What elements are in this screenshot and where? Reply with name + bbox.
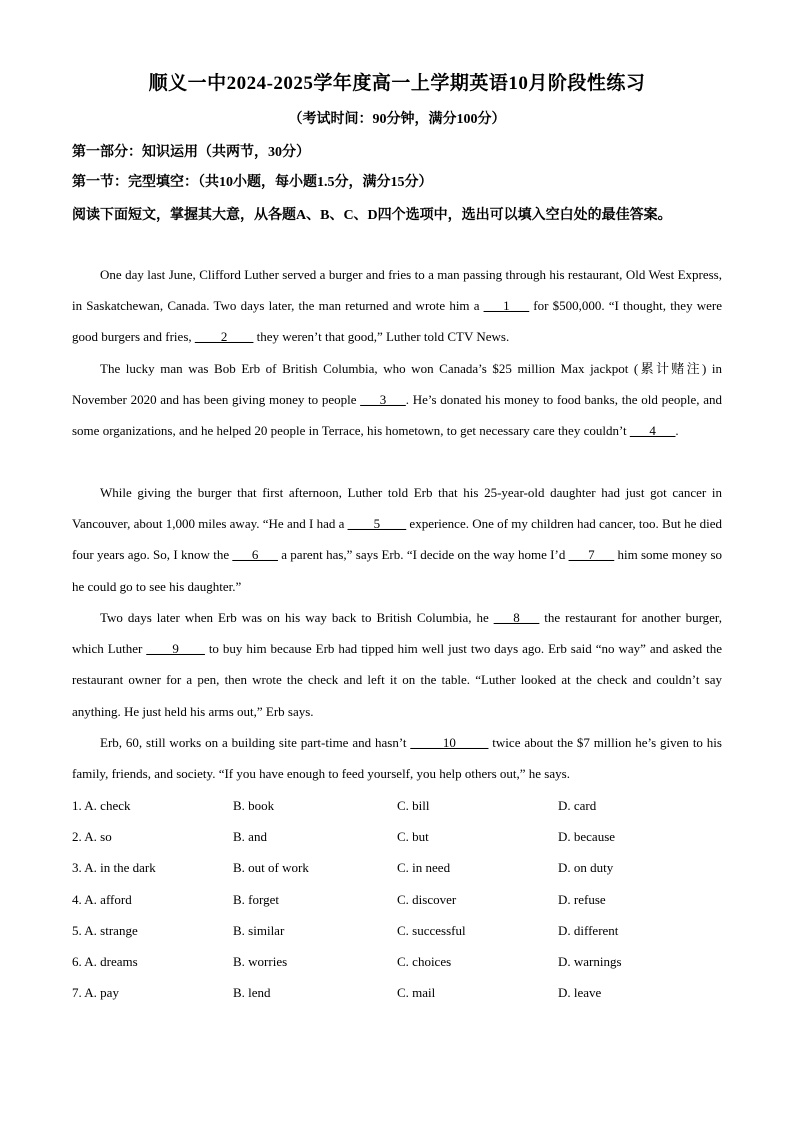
option-a: 3. A. in the dark	[72, 860, 156, 876]
option-c: C. choices	[397, 953, 452, 969]
blank-4: ___4___	[629, 423, 676, 439]
option-d: D. refuse	[558, 891, 606, 907]
question-options	[72, 790, 722, 1008]
passage-text: Erb, 60, still works on a building site part-time and hasn’t	[100, 735, 411, 750]
blank-9: ____9____	[146, 641, 205, 657]
option-c: C. bill	[397, 798, 430, 813]
option-a: 7. A. pay	[72, 985, 119, 1001]
option-a: 5. A. strange	[72, 922, 138, 938]
option-b: B. forget	[233, 891, 279, 907]
passage-text: they weren’t that good,” Luther told CTV News.	[253, 329, 510, 345]
question-row	[72, 915, 722, 946]
passage-text: the restaurant for another burger, which Luther	[72, 610, 722, 657]
question-row	[72, 946, 722, 977]
option-b: B. out of work	[233, 860, 309, 876]
passage-text: While giving the burger that first afternoon, Luther told Erb that his 25-year-old daughter had just got cancer in Vancouver, about 1,000 miles away. “He and I had a	[72, 485, 722, 532]
option-d: D. leave	[558, 985, 602, 1001]
option-a: 1. A. check	[72, 798, 131, 813]
blank-8: ___8___	[493, 610, 540, 625]
passage-paragraph-3	[72, 477, 722, 602]
option-a: 6. A. dreams	[72, 953, 138, 969]
passage-text: One day last June, Clifford Luther served a burger and fries to a man passing through his restaurant, Old West Express, in Saskatchewan, Canada. Two days later, the man returned and wrote him a	[72, 267, 722, 314]
option-b: B. and	[233, 829, 267, 845]
passage-text: Two days later when Erb was on his way back to British Columbia, he	[100, 610, 494, 625]
passage-text: him some money so he could go to see his daughter.”	[72, 547, 723, 594]
blank-3: ___3___	[360, 392, 406, 408]
option-a: 4. A. afford	[72, 891, 132, 907]
passage-text: for $500,000. “I thought, they were good burgers and fries,	[72, 298, 722, 345]
passage-text: . He’s donated his money to food banks, the old people, and some organizations, and he helped 20 people in Terrace, his hometown, to get necessary care they couldn’t	[72, 392, 722, 439]
passage-paragraph-5	[72, 727, 722, 789]
passage-paragraph-2	[72, 353, 722, 447]
blank-1: ___1___	[483, 298, 530, 314]
exam-info: （考试时间：90分钟，满分100分）	[288, 112, 506, 127]
blank-7: ___7___	[568, 547, 615, 563]
question-row	[72, 852, 722, 883]
blank-10: _____10_____	[410, 735, 489, 750]
blank-2: ____2____	[194, 329, 254, 345]
option-b: B. book	[233, 798, 275, 813]
blank-6: ___6___	[232, 547, 278, 563]
question-row	[72, 821, 722, 852]
page-title: 顺义一中2024-2025学年度高一上学期英语10月阶段性练习	[148, 73, 646, 94]
question-row	[72, 790, 722, 821]
option-d: D. on duty	[558, 860, 614, 876]
option-c: C. mail	[397, 985, 436, 1001]
passage-text: twice about the $7 million he’s given to his family, friends, and society. “If you have enough to feed yourself, you help others out,” he says.	[72, 735, 722, 782]
option-c: C. discover	[397, 891, 457, 907]
passage-text: to buy him because Erb had tipped him well just two days ago. Erb said “no way” and asked the restaurant owner for a pen, then wrote the check and left it on the table. “Luther looked at the check and couldn’t say anything. He just held his arms out,” Erb says.	[72, 641, 723, 719]
subsection-heading: 第一节：完型填空：（共10小题，每小题1.5分，满分15分）	[72, 175, 433, 190]
option-c: C. but	[397, 829, 429, 845]
passage-text: a parent has,” says Erb. “I decide on the way home I’d	[277, 547, 569, 563]
passage-text: .	[675, 423, 679, 439]
option-d: D. different	[558, 922, 619, 938]
passage-paragraph-1	[72, 259, 722, 353]
question-row	[72, 884, 722, 915]
option-b: B. similar	[233, 922, 285, 938]
option-c: C. in need	[397, 860, 451, 876]
option-d: D. warnings	[558, 953, 622, 969]
option-a: 2. A. so	[72, 829, 112, 845]
passage-text: The lucky man was Bob Erb of British Columbia, who won Canada’s $25 million Max jackpot (累计赌注) in November 2020 and has been giving money to people	[72, 361, 722, 408]
option-b: B. lend	[233, 985, 271, 1001]
blank-5: ____5____	[347, 516, 407, 532]
option-d: D. because	[558, 829, 616, 845]
option-b: B. worries	[233, 953, 288, 969]
instructions: 阅读下面短文，掌握其大意，从各题A、B、C、D四个选项中，选出可以填入空白处的最佳答案。	[72, 208, 672, 223]
question-row	[72, 977, 722, 1008]
option-c: C. successful	[397, 922, 466, 938]
option-d: D. card	[558, 798, 597, 813]
passage-text: experience. One of my children had cancer, too. But he died four years ago. So, I know the	[72, 516, 722, 563]
passage-paragraph-4	[72, 602, 722, 727]
part-heading: 第一部分：知识运用（共两节，30分）	[72, 145, 310, 160]
